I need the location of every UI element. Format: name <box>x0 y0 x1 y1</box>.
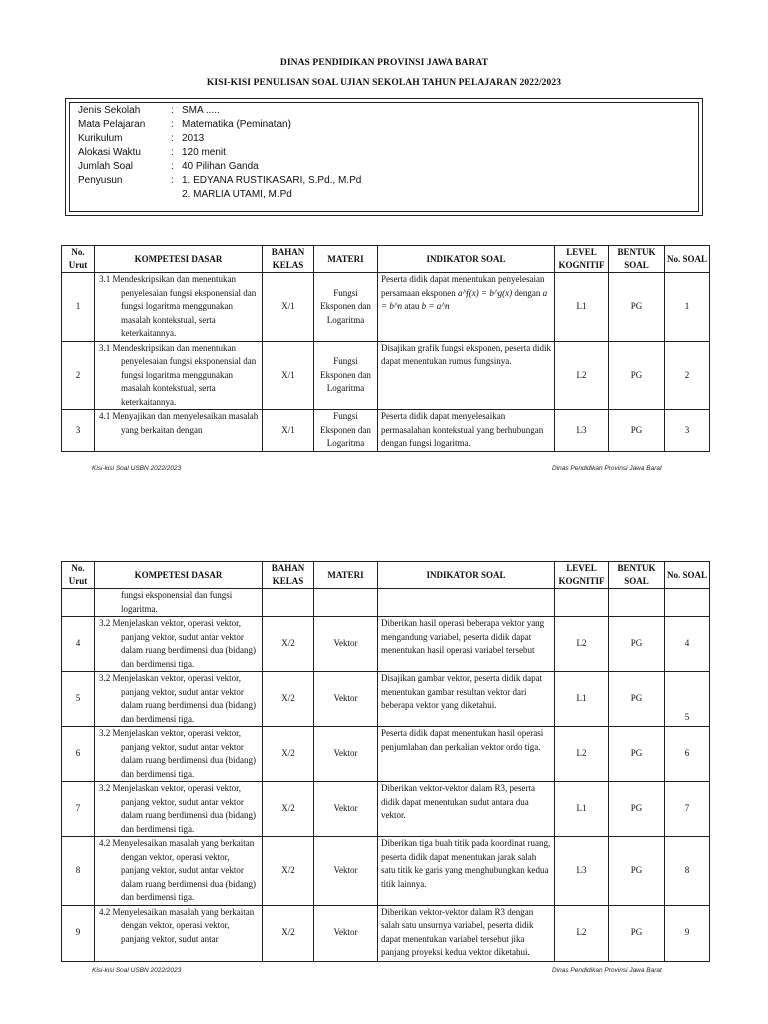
cell-kompetensi-dasar <box>95 727 263 782</box>
cell-level-kognitif: L3 <box>555 410 609 452</box>
cell-bahan-kelas: X/1 <box>263 341 314 410</box>
identity-box <box>65 98 703 216</box>
cell-no-soal: 5 <box>665 672 710 727</box>
cell-bahan-kelas: X/2 <box>263 617 314 672</box>
table-row <box>62 672 710 727</box>
cell-level-kognitif: L1 <box>555 782 609 837</box>
footer-left: Kisi-kisi Soal USBN 2022/2023 <box>92 967 182 974</box>
cell-materi: Fungsi Eksponen dan Logaritma <box>314 273 378 342</box>
math-expression: a^f(x) = b^g(x) <box>457 287 513 298</box>
cell-materi: Fungsi Eksponen dan Logaritma <box>314 410 378 452</box>
cell-kompetensi-dasar <box>95 273 263 342</box>
cell-no-soal: 3 <box>665 410 710 452</box>
col-kompetensi-dasar: KOMPETESI DASAR <box>95 246 263 273</box>
table-row <box>62 782 710 837</box>
cell-materi: Vektor <box>314 672 378 727</box>
cell-no-soal: 9 <box>665 905 710 961</box>
cell-bentuk-soal: PG <box>609 617 665 672</box>
kd-text: 3.2 Menjelaskan vektor, operasi vektor, panjang vektor, sudut antar vektor dalam ruang berdimensi dua (bidang) dan berdimensi tiga. <box>99 728 256 779</box>
cell-bahan-kelas: X/1 <box>263 410 314 452</box>
header-line-2: KISI-KISI PENULISAN SOAL UJIAN SEKOLAH TAHUN PELAJARAN 2022/2023 <box>206 78 562 88</box>
cell-level-kognitif: L1 <box>555 273 609 342</box>
table-header-row <box>62 562 710 589</box>
info-key: Alokasi Waktu <box>78 147 141 158</box>
indikator-text: dengan <box>512 287 543 298</box>
table-row-continuation <box>62 589 710 617</box>
cell-level-kognitif: L2 <box>555 341 609 410</box>
cell-kompetensi-dasar <box>95 782 263 837</box>
info-key: Mata Pelajaran <box>78 119 146 130</box>
cell-bentuk-soal <box>609 589 665 617</box>
cell-materi: Vektor <box>314 905 378 961</box>
cell-kompetensi-dasar <box>95 589 263 617</box>
table-row <box>62 410 710 452</box>
col-bahan-kelas: BAHAN KELAS <box>263 562 314 589</box>
info-value: SMA ..... <box>182 105 220 116</box>
cell-bentuk-soal: PG <box>609 905 665 961</box>
cell-kompetensi-dasar <box>95 905 263 961</box>
cell-no-soal: 2 <box>665 341 710 410</box>
cell-level-kognitif: L2 <box>555 617 609 672</box>
info-key: Jenis Sekolah <box>78 105 141 116</box>
identity-box-inner <box>69 102 699 212</box>
col-indikator-soal: INDIKATOR SOAL <box>378 562 555 589</box>
cell-bentuk-soal: PG <box>609 727 665 782</box>
col-materi: MATERI <box>314 246 378 273</box>
cell-no-soal: 8 <box>665 837 710 906</box>
col-kompetensi-dasar: KOMPETESI DASAR <box>95 562 263 589</box>
cell-indikator: Diberikan tiga buah titik pada koordinat ruang, peserta didik dapat menentukan jarak salah satu titik ke garis yang menghubungkan kedua titik lainnya. <box>378 837 555 906</box>
cell-no-urut: 8 <box>62 837 95 906</box>
cell-no-urut <box>62 589 95 617</box>
table-row <box>62 905 710 961</box>
info-value: Matematika (Peminatan) <box>182 119 291 130</box>
table-header-row <box>62 246 710 273</box>
col-no-soal: No. SOAL <box>665 562 710 589</box>
indikator-text: Peserta didik dapat menentukan penyelesaian persamaan eksponen <box>381 274 545 298</box>
col-bentuk-soal: BENTUK SOAL <box>609 246 665 273</box>
cell-indikator: Diberikan vektor-vektor dalam R3 dengan salah satu unsurnya variabel, peserta didik dapat menentukan variabel tersebut jika panjang proyeksi kedua vektor diketahui. <box>378 905 555 961</box>
kisi-kisi-table-2 <box>61 561 710 962</box>
cell-no-urut: 5 <box>62 672 95 727</box>
cell-no-urut: 3 <box>62 410 95 452</box>
cell-bentuk-soal: PG <box>609 672 665 727</box>
col-bentuk-soal: BENTUK SOAL <box>609 562 665 589</box>
cell-bahan-kelas <box>263 589 314 617</box>
info-value: 1. EDYANA RUSTIKASARI, S.Pd., M.Pd <box>182 175 362 186</box>
cell-bentuk-soal: PG <box>609 837 665 906</box>
cell-kompetensi-dasar <box>95 672 263 727</box>
cell-bentuk-soal: PG <box>609 410 665 452</box>
col-level-kognitif: LEVEL KOGNITIF <box>555 562 609 589</box>
cell-materi: Vektor <box>314 782 378 837</box>
info-sep: : <box>171 175 174 186</box>
col-materi: MATERI <box>314 562 378 589</box>
cell-materi: Vektor <box>314 727 378 782</box>
table-row <box>62 273 710 342</box>
cell-level-kognitif: L2 <box>555 727 609 782</box>
cell-level-kognitif: L3 <box>555 837 609 906</box>
cell-materi: Vektor <box>314 617 378 672</box>
cell-indikator: Disajikan gambar vektor, peserta didik dapat menentukan gambar resultan vektor dari beberapa vektor yang diketahui. <box>378 672 555 727</box>
cell-indikator: Diberikan hasil operasi beberapa vektor yang mengandung variabel, peserta didik dapat menentukan hasil operasi variabel tersebut <box>378 617 555 672</box>
col-bahan-kelas: BAHAN KELAS <box>263 246 314 273</box>
cell-indikator <box>378 589 555 617</box>
indikator-text: atau <box>402 301 422 311</box>
info-value: 40 Pilihan Ganda <box>182 161 259 172</box>
cell-no-soal: 4 <box>665 617 710 672</box>
cell-materi: Vektor <box>314 837 378 906</box>
info-key: Kurikulum <box>78 133 123 144</box>
cell-indikator: Diberikan vektor-vektor dalam R3, peserta didik dapat menentukan sudut antara dua vektor. <box>378 782 555 837</box>
cell-materi <box>314 589 378 617</box>
footer-left: Kisi-kisi Soal USBN 2022/2023 <box>92 465 182 472</box>
cell-indikator: Peserta didik dapat menentukan hasil operasi penjumlahan dan perkalian vektor ordo tiga. <box>378 727 555 782</box>
kd-text: 3.2 Menjelaskan vektor, operasi vektor, panjang vektor, sudut antar vektor dalam ruang berdimensi dua (bidang) dan berdimensi tiga. <box>99 673 256 724</box>
col-no-urut: No. Urut <box>62 246 95 273</box>
math-expression: a = b^n <box>381 287 548 311</box>
cell-no-urut: 2 <box>62 341 95 410</box>
cell-bentuk-soal: PG <box>609 341 665 410</box>
cell-kompetensi-dasar <box>95 617 263 672</box>
info-key: Penyusun <box>78 175 123 186</box>
cell-bahan-kelas: X/1 <box>263 273 314 342</box>
footer-right: Dinas Pendidikan Provinsi Jawa Barat <box>552 967 662 974</box>
info-sep: : <box>171 119 174 130</box>
kd-text: 4.1 Menyajikan dan menyelesaikan masalah yang berkaitan dengan <box>99 411 259 435</box>
cell-bentuk-soal: PG <box>609 273 665 342</box>
cell-no-soal: 7 <box>665 782 710 837</box>
cell-bahan-kelas: X/2 <box>263 905 314 961</box>
col-no-urut: No. Urut <box>62 562 95 589</box>
info-value: 2. MARLIA UTAMI, M.Pd <box>182 189 292 200</box>
cell-no-urut: 6 <box>62 727 95 782</box>
cell-kompetensi-dasar <box>95 837 263 906</box>
kd-text: fungsi eksponensial dan fungsi logaritma. <box>121 590 233 614</box>
col-indikator-soal: INDIKATOR SOAL <box>378 246 555 273</box>
math-expression: b = a^n <box>421 301 450 311</box>
col-level-kognitif: LEVEL KOGNITIF <box>555 246 609 273</box>
kisi-kisi-table-1 <box>61 245 710 452</box>
table-row <box>62 341 710 410</box>
cell-no-urut: 4 <box>62 617 95 672</box>
cell-materi: Fungsi Eksponen dan Logaritma <box>314 341 378 410</box>
table-row <box>62 837 710 906</box>
cell-kompetensi-dasar <box>95 410 263 452</box>
cell-level-kognitif <box>555 589 609 617</box>
kd-text: 4.2 Menyelesaikan masalah yang berkaitan dengan vektor, operasi vektor, panjang vektor, sudut antar vektor dalam ruang berdimensi dua (bidang) dan berdimensi tiga. <box>99 838 256 902</box>
table-row <box>62 617 710 672</box>
cell-no-soal: 1 <box>665 273 710 342</box>
cell-indikator: Peserta didik dapat menyelesaikan permasalahan kontekstual yang berhubungan dengan fungsi logaritma. <box>378 410 555 452</box>
cell-indikator <box>378 273 555 342</box>
kd-text: 3.1 Mendeskripsikan dan menentukan penyelesaian fungsi eksponensial dan fungsi logaritma menggunakan masalah kontekstual, serta keterkaitannya. <box>99 274 257 338</box>
kd-text: 3.2 Menjelaskan vektor, operasi vektor, panjang vektor, sudut antar vektor dalam ruang berdimensi dua (bidang) dan berdimensi tiga. <box>99 618 256 669</box>
kd-text: 3.2 Menjelaskan vektor, operasi vektor, panjang vektor, sudut antar vektor dalam ruang berdimensi dua (bidang) dan berdimensi tiga. <box>99 783 256 834</box>
info-sep: : <box>171 105 174 116</box>
info-key: Jumlah Soal <box>78 161 134 172</box>
cell-level-kognitif: L1 <box>555 672 609 727</box>
cell-no-urut: 7 <box>62 782 95 837</box>
kd-text: 3.1 Mendeskripsikan dan menentukan penyelesaian fungsi eksponensial dan fungsi logaritma menggunakan masalah kontekstual, serta keterkaitannya. <box>99 342 257 407</box>
info-value: 120 menit <box>182 147 226 158</box>
cell-bahan-kelas: X/2 <box>263 837 314 906</box>
header-line-1: DINAS PENDIDIKAN PROVINSI JAWA BARAT <box>279 58 489 68</box>
cell-bentuk-soal: PG <box>609 782 665 837</box>
cell-indikator: Disajikan grafik fungsi eksponen, peserta didik dapat menentukan rumus fungsinya. <box>378 341 555 410</box>
footer-right: Dinas Pendidikan Provinsi Jawa Barat <box>552 465 662 472</box>
cell-bahan-kelas: X/2 <box>263 782 314 837</box>
info-sep: : <box>171 161 174 172</box>
cell-bahan-kelas: X/2 <box>263 672 314 727</box>
cell-bahan-kelas: X/2 <box>263 727 314 782</box>
cell-no-urut: 1 <box>62 273 95 342</box>
cell-kompetensi-dasar <box>95 341 263 410</box>
cell-no-urut: 9 <box>62 905 95 961</box>
cell-level-kognitif: L2 <box>555 905 609 961</box>
info-value: 2013 <box>182 133 205 144</box>
cell-no-soal: 6 <box>665 727 710 782</box>
info-sep: : <box>171 147 174 158</box>
col-no-soal: No. SOAL <box>665 246 710 273</box>
cell-no-soal <box>665 589 710 617</box>
table-row <box>62 727 710 782</box>
info-sep: : <box>171 133 174 144</box>
kd-text: 4.2 Menyelesaikan masalah yang berkaitan dengan vektor, operasi vektor, panjang vektor, sudut antar <box>99 906 255 944</box>
